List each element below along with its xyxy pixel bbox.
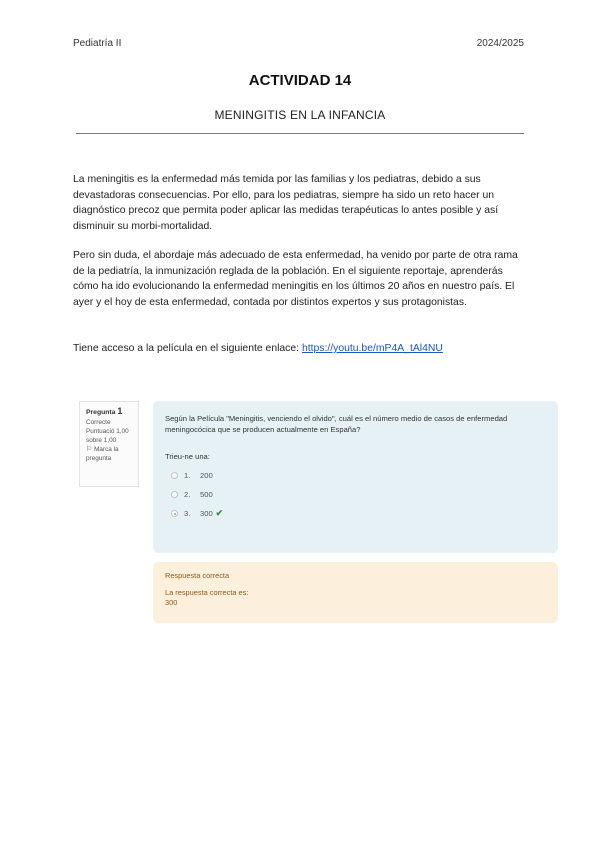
option-number: 2. [184,490,191,499]
question-state: Correcte [86,418,111,426]
video-link[interactable]: https://youtu.be/mP4A_tAl4NU [301,343,443,354]
link-intro: Tiene acceso a la película en el siguiente enlace: [73,343,302,354]
option-value: 200 [200,471,213,480]
flag-icon: ⚐ [86,446,93,454]
correct-answer-value: 300 [165,598,178,607]
radio-button-selected[interactable] [171,510,178,517]
document-title: ACTIVIDAD 14 [248,72,352,89]
check-icon: ✔ [215,508,224,518]
feedback-status: Respuesta correcta [165,571,230,580]
radio-button[interactable] [171,472,178,479]
paragraph-1: La meningitis es la enfermedad más temida por las familias y los pediatras, debido a sus devastadoras consecuencias. Por ello, para los pediatras, siempre ha sido un reto hacer un diagnóstico precoz que permita poder aplicar las medidas terapéuticas lo antes posible y así disminuir su morbi-mortalidad. [73,174,499,232]
question-info-panel [79,401,139,487]
option-number: 1. [184,471,191,480]
answer-prompt: Trieu-ne una: [165,452,210,461]
question-box [153,401,558,553]
question-score: Puntuació 1,00 sobre 1,00 [86,428,129,444]
page-header-year: 2024/2025 [476,38,524,49]
document-subtitle: MENINGITIS EN LA INFANCIA [214,108,386,122]
answer-list [165,466,546,523]
intro-paragraph [73,172,528,234]
answer-option[interactable] [165,466,546,485]
option-value: 500 [200,490,213,499]
question-text: Según la Película "Meningitis, venciendo el olvido", cuál es el número medio de casos de enfermedad meningocócica que se producen actualmente en España? [165,414,508,434]
question-number: Pregunta 1 [86,406,123,416]
correct-answer-label: La respuesta correcta es: [165,588,249,597]
context-paragraph [73,248,528,310]
answer-option[interactable] [165,504,546,523]
feedback-box [153,562,558,623]
title-divider [76,133,524,134]
link-paragraph [73,341,528,357]
flag-question[interactable]: ⚐ Marca la pregunta [86,446,119,462]
answer-option[interactable] [165,485,546,504]
option-value: 300 [200,509,213,518]
page-header-course: Pediatría II [73,38,122,49]
paragraph-2: Pero sin duda, el abordaje más adecuado de esta enfermedad, ha venido por parte de otra rama de la pediatría, la inmunización reglada de la población. En el siguiente reportaje, aprenderás cómo ha ido evolucionando la enfermedad meningitis en los últimos 20 años en nuestro país. El ayer y el hoy de esta enfermedad, contada por distintos expertos y sus protagonistas. [73,250,518,308]
option-number: 3. [184,509,191,518]
radio-button[interactable] [171,491,178,498]
